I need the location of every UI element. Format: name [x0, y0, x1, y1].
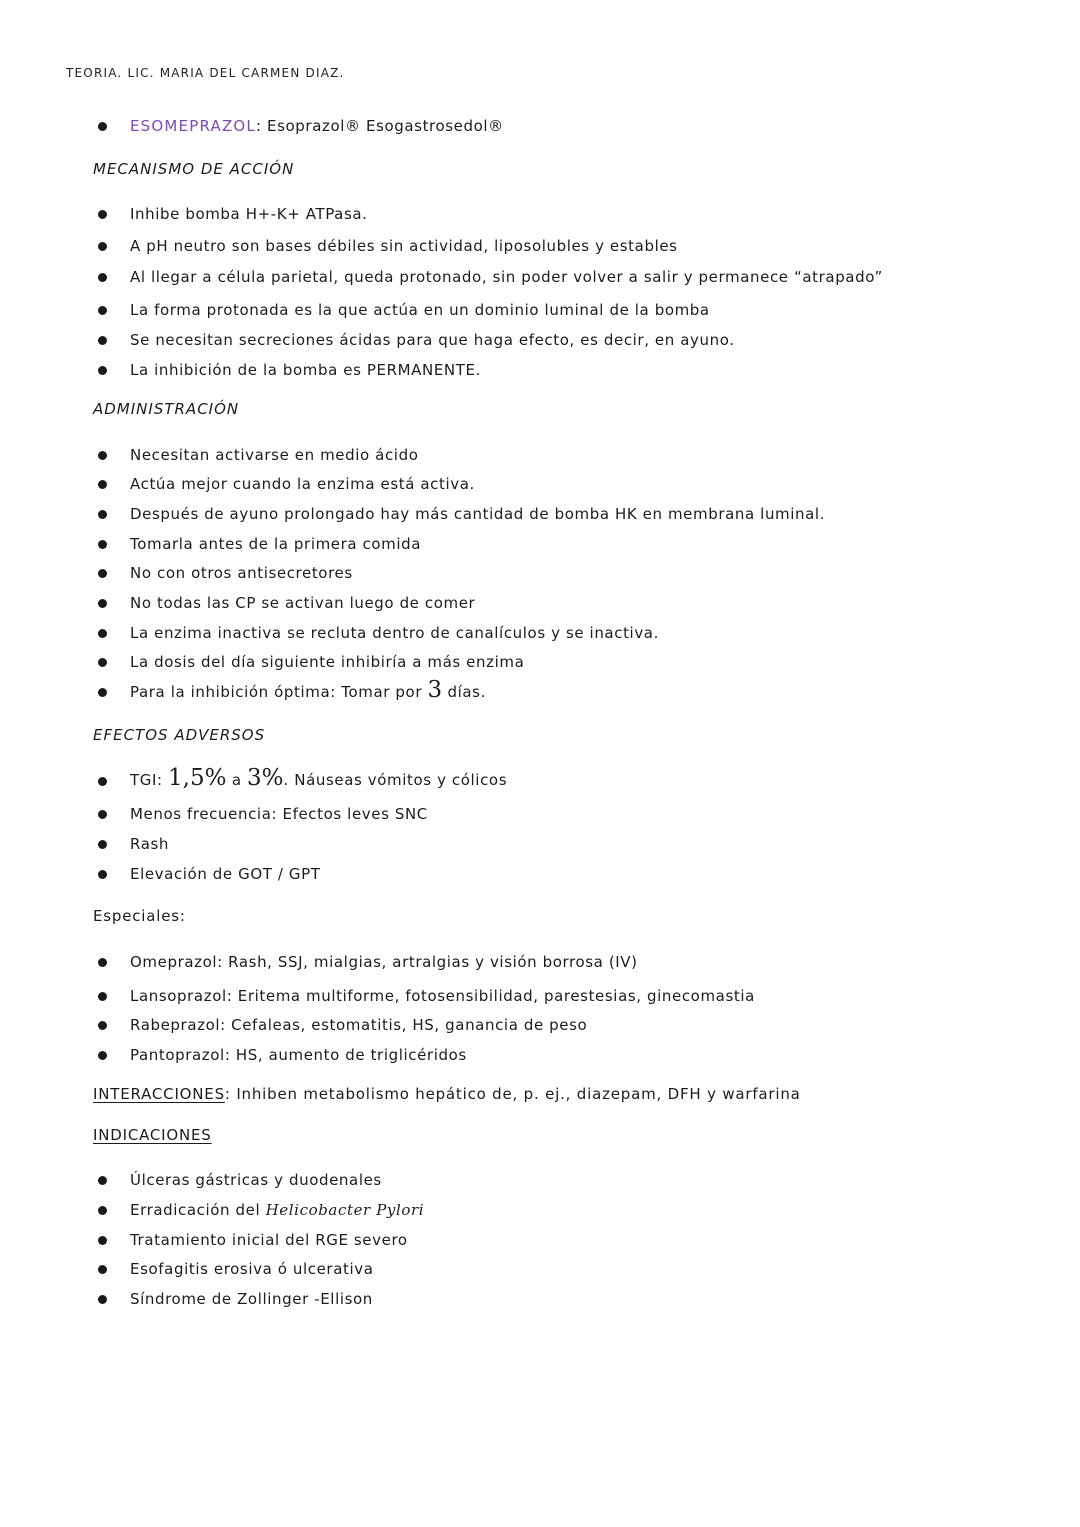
bullet-icon [98, 1176, 107, 1185]
bullet-icon [98, 451, 107, 460]
administration-item: No con otros antisecretores [130, 564, 353, 582]
bullet-icon [98, 1021, 107, 1030]
page-header: TEORIA. LIC. MARIA DEL CARMEN DIAZ. [66, 66, 345, 80]
bullet-icon [98, 569, 107, 578]
dosage-days: 3 [427, 677, 443, 703]
bullet-icon [98, 958, 107, 967]
bullet-icon [98, 1236, 107, 1245]
administration-item: Actúa mejor cuando la enzima está activa. [130, 475, 475, 493]
bullet-icon [98, 306, 107, 315]
tgi-suffix: . Náuseas vómitos y cólicos [283, 771, 508, 789]
mechanism-item: Se necesitan secreciones ácidas para que haga efecto, es decir, en ayuno. [130, 331, 735, 349]
bullet-icon [98, 810, 107, 819]
bullet-icon [98, 688, 107, 697]
mechanism-item: Al llegar a célula parietal, queda protonado, sin poder volver a salir y permanece “atrapado” [130, 268, 883, 286]
administration-item: Tomarla antes de la primera comida [130, 535, 422, 553]
administration-heading: ADMINISTRACIÓN [93, 400, 240, 418]
mechanism-heading: MECANISMO DE ACCIÓN [93, 160, 295, 178]
adverse-heading: EFECTOS ADVERSOS [93, 726, 266, 744]
indication-item: Esofagitis erosiva ó ulcerativa [130, 1260, 374, 1278]
bullet-icon [98, 870, 107, 879]
interactions-line [93, 1085, 801, 1103]
interactions-label: INTERACCIONES [93, 1085, 225, 1103]
bullet-icon [98, 480, 107, 489]
bullet-icon [98, 336, 107, 345]
administration-item: No todas las CP se activan luego de comer [130, 594, 476, 612]
indication-item: Úlceras gástricas y duodenales [130, 1171, 382, 1189]
mechanism-item: Inhibe bomba H+-K+ ATPasa. [130, 205, 368, 223]
administration-item: La dosis del día siguiente inhibiría a más enzima [130, 653, 525, 671]
tgi-low: 1,5% [168, 765, 227, 791]
drug-line [130, 116, 504, 136]
adverse-item: Elevación de GOT / GPT [130, 865, 321, 883]
administration-item-dosage [130, 677, 486, 703]
special-item: Rabeprazol: Cefaleas, estomatitis, HS, ganancia de peso [130, 1016, 588, 1034]
bullet-icon [98, 777, 107, 786]
special-item: Lansoprazol: Eritema multiforme, fotosensibilidad, parestesias, ginecomastia [130, 987, 755, 1005]
adverse-item-tgi [130, 765, 508, 791]
bullet-icon [98, 840, 107, 849]
bullet-icon [98, 273, 107, 282]
bullet-icon [98, 242, 107, 251]
bullet-icon [98, 1051, 107, 1060]
dosage-prefix: Para la inhibición óptima: Tomar por [130, 683, 428, 701]
administration-item: Después de ayuno prolongado hay más cantidad de bomba HK en membrana luminal. [130, 505, 826, 523]
bullet-icon [98, 629, 107, 638]
dosage-suffix: días. [442, 683, 486, 701]
adverse-item: Menos frecuencia: Efectos leves SNC [130, 805, 428, 823]
tgi-mid: a [226, 771, 248, 789]
administration-item: La enzima inactiva se recluta dentro de canalículos y se inactiva. [130, 624, 659, 642]
bullet-icon [98, 1206, 107, 1215]
tgi-high: 3% [247, 765, 284, 791]
tgi-prefix: TGI: [130, 771, 169, 789]
indication-item: Síndrome de Zollinger -Ellison [130, 1290, 373, 1308]
bullet-icon [98, 540, 107, 549]
indication-item: Tratamiento inicial del RGE severo [130, 1231, 408, 1249]
interactions-text: : Inhiben metabolismo hepático de, p. ej., diazepam, DFH y warfarina [224, 1085, 801, 1103]
drug-brands: Esoprazol® Esogastrosedol® [267, 117, 504, 135]
drug-separator: : [256, 117, 262, 135]
special-item: Omeprazol: Rash, SSJ, mialgias, artralgias y visión borrosa (IV) [130, 953, 638, 971]
hp-species: Helicobacter Pylori [265, 1201, 425, 1219]
specials-heading: Especiales: [93, 907, 186, 925]
bullet-icon [98, 1295, 107, 1304]
mechanism-item: La forma protonada es la que actúa en un dominio luminal de la bomba [130, 301, 710, 319]
mechanism-item: La inhibición de la bomba es PERMANENTE. [130, 361, 481, 379]
indications-heading: INDICACIONES [93, 1126, 212, 1144]
mechanism-item: A pH neutro son bases débiles sin actividad, liposolubles y estables [130, 237, 678, 255]
special-item: Pantoprazol: HS, aumento de triglicéridos [130, 1046, 467, 1064]
bullet-icon [98, 122, 107, 131]
bullet-icon [98, 510, 107, 519]
indication-item-hp [130, 1200, 424, 1220]
bullet-icon [98, 1265, 107, 1274]
hp-prefix: Erradicación del [130, 1201, 266, 1219]
administration-item: Necesitan activarse en medio ácido [130, 446, 419, 464]
bullet-icon [98, 210, 107, 219]
bullet-icon [98, 658, 107, 667]
bullet-icon [98, 992, 107, 1001]
drug-name: ESOMEPRAZOL [130, 117, 256, 135]
adverse-item: Rash [130, 835, 170, 853]
bullet-icon [98, 366, 107, 375]
bullet-icon [98, 599, 107, 608]
